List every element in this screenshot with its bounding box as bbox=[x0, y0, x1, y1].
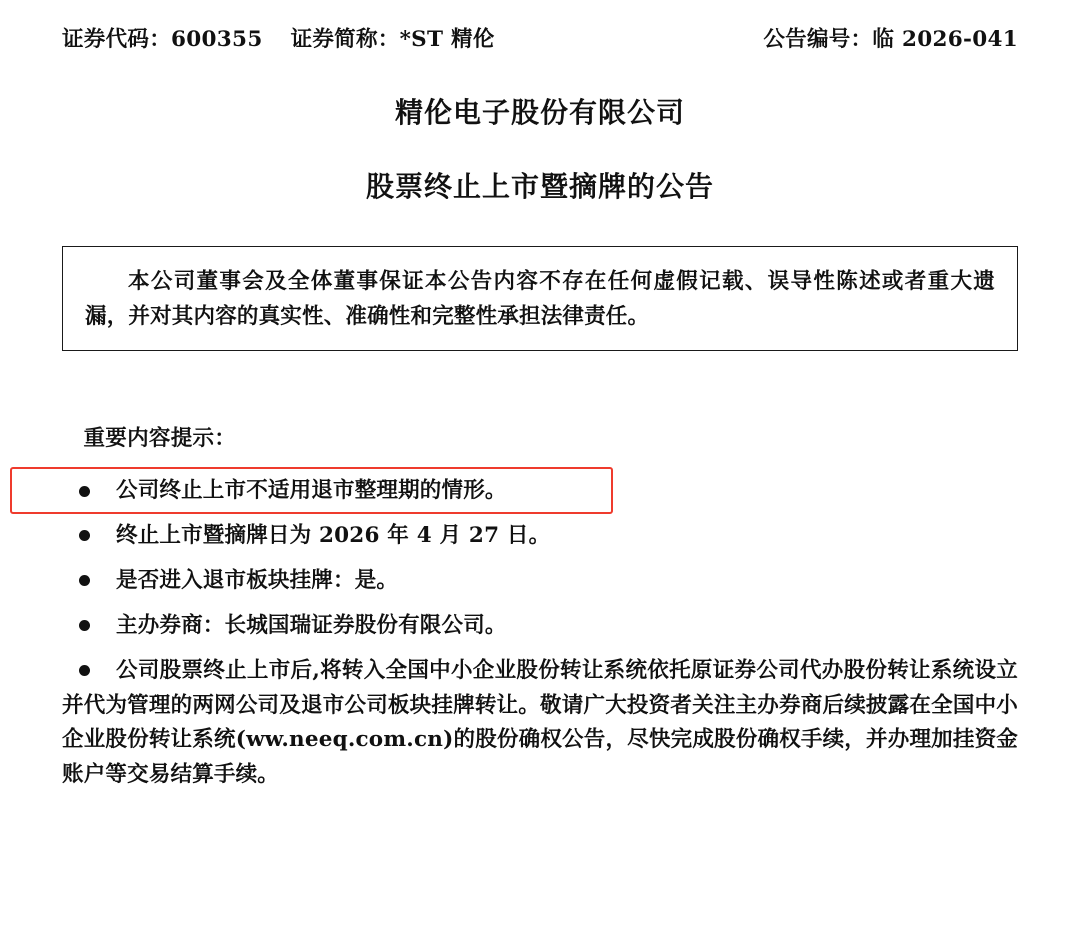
page-title: 精伦电子股份有限公司 bbox=[394, 96, 685, 129]
bullet-dot-icon bbox=[79, 575, 90, 586]
security-name-label: 证券简称： bbox=[290, 27, 400, 52]
list-item bbox=[62, 474, 1018, 509]
security-code bbox=[62, 22, 263, 53]
list-item-text: 公司股票终止上市后,将转入全国中小企业股份转让系统依托原证券公司代办股份转让系统设立并代为管理的两网公司及退市公司板块挂牌转让。敬请广大投资者关注主办券商后续披露在全国中小企业股份转让系统(ww.neeq.com.cn)的股份确权公告，尽快完成股份确权手续，并办理加挂资金账户等交易结算手续。 bbox=[62, 657, 1018, 788]
list-item-text: 公司终止上市不适用退市整理期的情形。 bbox=[116, 478, 507, 504]
disclaimer-text: 本公司董事会及全体董事保证本公告内容不存在任何虚假记载、误导性陈述或者重大遗漏，并对其内容的真实性、准确性和完整性承担法律责任。 bbox=[85, 268, 995, 329]
list-item bbox=[62, 654, 1018, 793]
notice-number bbox=[763, 22, 1018, 53]
disclaimer-box bbox=[62, 246, 1018, 352]
title-block bbox=[62, 95, 1018, 206]
security-code-value: 600355 bbox=[171, 27, 263, 52]
important-notes-list bbox=[62, 474, 1018, 793]
list-item-text: 终止上市暨摘牌日为 2026 年 4 月 27 日。 bbox=[116, 523, 551, 549]
list-item bbox=[62, 609, 1018, 644]
security-name bbox=[291, 22, 495, 53]
notice-number-value: 临 2026-041 bbox=[872, 27, 1018, 52]
document-header bbox=[62, 22, 1018, 53]
list-item-text: 是否进入退市板块挂牌：是。 bbox=[116, 568, 399, 594]
page-subtitle: 股票终止上市暨摘牌的公告 bbox=[365, 170, 714, 204]
list-item bbox=[62, 564, 1018, 599]
security-name-value: *ST 精伦 bbox=[399, 27, 495, 52]
list-item-text: 主办券商：长城国瑞证券股份有限公司。 bbox=[116, 612, 507, 638]
notice-number-label: 公告编号： bbox=[763, 27, 873, 52]
list-item bbox=[62, 519, 1018, 554]
security-code-label: 证券代码： bbox=[62, 27, 172, 52]
bullet-dot-icon bbox=[79, 530, 90, 541]
bullet-dot-icon bbox=[79, 486, 90, 497]
important-notes-heading: 重要内容提示： bbox=[83, 426, 237, 452]
bullet-dot-icon bbox=[79, 665, 90, 676]
bullet-dot-icon bbox=[79, 620, 90, 631]
